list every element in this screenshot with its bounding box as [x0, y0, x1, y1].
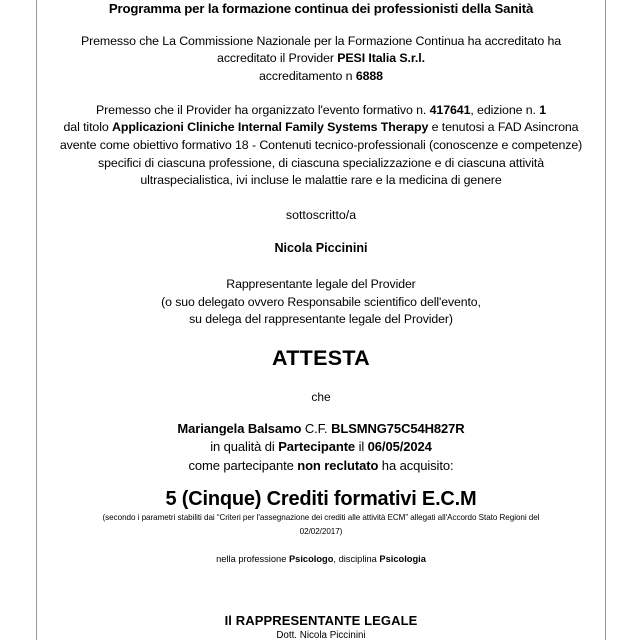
profession-label: nella professione — [216, 554, 289, 565]
date-label: il — [355, 439, 368, 455]
certificate-content — [37, 0, 605, 644]
discipline-label: , disciplina — [333, 554, 380, 565]
accreditation-line-2 — [37, 50, 605, 68]
participant-role-line — [37, 438, 605, 457]
signatory-role-block — [37, 276, 605, 329]
event-line-4: specifici di ciascuna professione, di ciascuna specializzazione e di ciascuna attività — [98, 155, 544, 170]
signature-title: Il RAPPRESENTANTE LEGALE — [224, 612, 418, 628]
recruitment-suffix: ha acquisito: — [378, 458, 454, 474]
participant-identity-line — [37, 420, 605, 439]
credits-fineprint-line-2: 02/02/2017) — [299, 527, 343, 537]
profession-value: Psicologo — [288, 554, 334, 565]
recruitment-status: non reclutato — [297, 458, 379, 474]
provider-name: PESI Italia S.r.l. — [337, 51, 425, 66]
credits-amount: 5 (Cinque) Crediti formativi E.C.M — [165, 488, 477, 511]
signatory-role-line-1: Rappresentante legale del Provider — [226, 276, 416, 291]
participant-name: Mariangela Balsamo — [177, 420, 302, 436]
event-number: 417641 — [429, 102, 471, 117]
accreditation-number-label: accreditamento n — [259, 69, 356, 84]
accreditation-line-1: Premesso che La Commissione Nazionale per la Formazione Continua ha accreditato ha — [80, 33, 562, 48]
accreditation-line-2-prefix: accreditato il Provider — [217, 51, 338, 66]
credits-fineprint-line-1: (secondo i parametri stabiliti dai “Criteri per l'assegnazione dei crediti alle attività ECM” allegati all'Accordo Stato Regioni del — [102, 513, 540, 523]
event-paragraph — [37, 102, 605, 190]
event-number-label: Premesso che il Provider ha organizzato l'evento formativo n. — [95, 102, 430, 117]
qualifica-label: in qualità di — [210, 439, 279, 455]
accreditation-number: 6888 — [355, 69, 383, 84]
event-line-5: ultraspecialistica, ivi incluse le malattie rare e la medicina di genere — [140, 173, 502, 188]
completion-date: 06/05/2024 — [367, 439, 432, 455]
credits-fineprint — [37, 511, 605, 539]
cf-label: C.F. — [301, 420, 332, 436]
participant-recruitment-line — [37, 457, 605, 476]
attesta-heading: ATTESTA — [271, 346, 371, 371]
che-label: che — [311, 389, 331, 404]
edition-number: 1 — [539, 102, 547, 117]
event-line-2 — [37, 119, 605, 137]
event-line-1 — [37, 102, 605, 120]
participant-fiscal-code: BLSMNG75C54H827R — [331, 420, 465, 436]
signature-name: Dott. Nicola Piccinini — [276, 630, 366, 642]
recruitment-label: come partecipante — [188, 458, 298, 474]
edition-label: , edizione n. — [470, 102, 540, 117]
accreditation-paragraph — [37, 33, 605, 86]
event-title: Applicazioni Cliniche Internal Family Systems Therapy — [112, 120, 429, 135]
qualifica-value: Partecipante — [278, 439, 356, 455]
event-line-3: avente come obiettivo formativo 18 - Contenuti tecnico-professionali (conoscenze e competenze) — [59, 137, 583, 152]
accreditation-line-3 — [37, 68, 605, 86]
event-delivery-mode: e tenutosi a FAD Asincrona — [428, 120, 579, 135]
page-title: Programma per la formazione continua dei professionisti della Sanità — [108, 1, 534, 16]
discipline-value: Psicologia — [379, 554, 426, 565]
event-title-label: dal titolo — [63, 120, 112, 135]
signatory-role-line-3: su delega del rappresentante legale del Provider) — [189, 312, 453, 327]
profession-line — [37, 553, 605, 566]
sottoscritto-label: sottoscritto/a — [285, 207, 357, 222]
signatory-role-line-2: (o suo delegato ovvero Responsabile scientifico dell'evento, — [161, 294, 481, 309]
signatory-name: Nicola Piccinini — [274, 241, 368, 256]
page-border-right — [605, 0, 606, 640]
participant-block — [37, 420, 605, 477]
